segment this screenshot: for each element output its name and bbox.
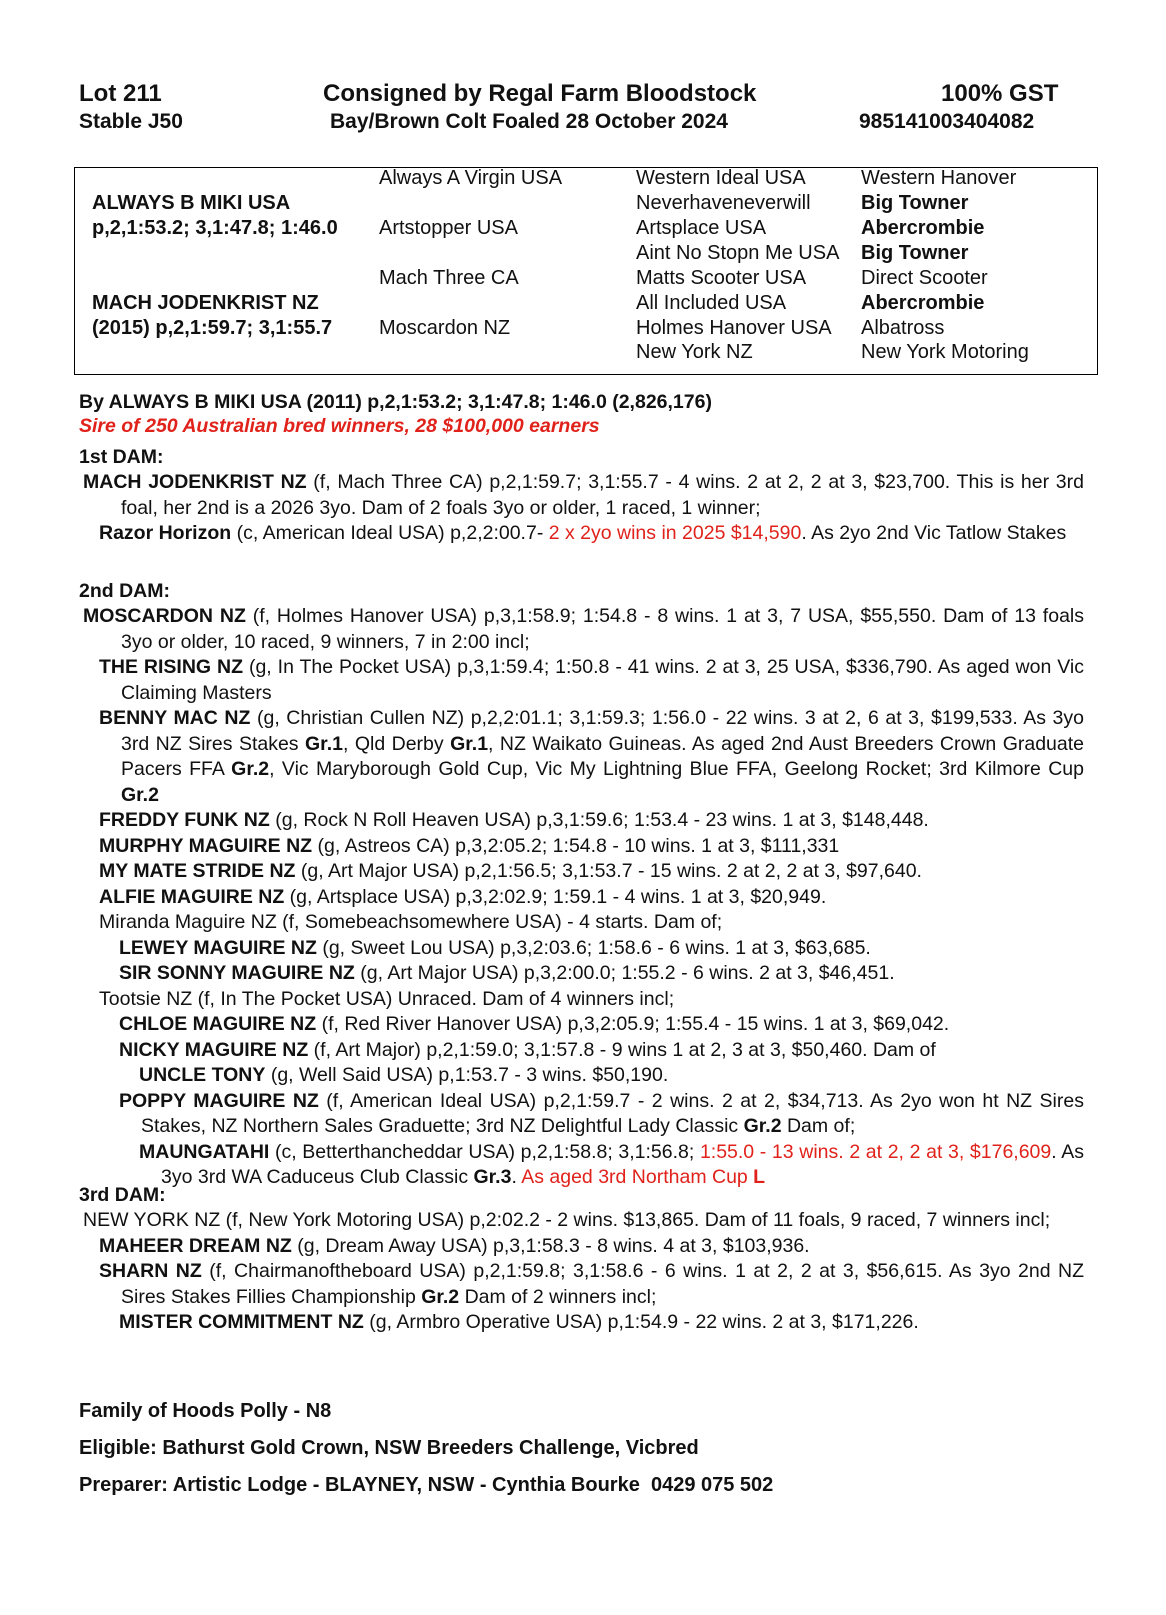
pedigree-gen4: Abercrombie [861, 292, 985, 314]
pedigree-dam-name: MACH JODENKRIST NZ [92, 292, 319, 314]
third-dam-heading: 3rd DAM: [79, 1184, 166, 1206]
progeny-entry: FREDDY FUNK NZ (g, Rock N Roll Heaven USA) p,3,1:59.6; 1:53.4 - 23 wins. 1 at 3, $148,448. [99, 809, 929, 831]
second-dam-heading: 2nd DAM: [79, 580, 170, 602]
pedigree-gen3: Neverhaveneverwill [636, 192, 811, 214]
eligible-line: Eligible: Bathurst Gold Crown, NSW Breeders Challenge, Vicbred [79, 1437, 699, 1459]
pedigree-gen3: Artsplace USA [636, 217, 767, 239]
pedigree-gen4: Big Towner [861, 242, 969, 264]
progeny-entry: UNCLE TONY (g, Well Said USA) p,1:53.7 - 3 wins. $50,190. [139, 1064, 669, 1086]
pedigree-gen3: Matts Scooter USA [636, 267, 807, 289]
preparer-line: Preparer: Artistic Lodge - BLAYNEY, NSW - Cynthia Bourke 0429 075 502 [79, 1474, 774, 1496]
pedigree-gen4: Albatross [861, 317, 945, 339]
sire-summary: By ALWAYS B MIKI USA (2011) p,2,1:53.2; 3,1:47.8; 1:46.0 (2,826,176) [79, 391, 712, 413]
progeny-entry: THE RISING NZ (g, In The Pocket USA) p,3,1:59.4; 1:50.8 - 41 wins. 2 at 3, 25 USA, $336,790. As aged won Vic Claiming Masters [99, 656, 1084, 704]
microchip-number: 985141003404082 [859, 110, 1035, 133]
progeny-entry: LEWEY MAGUIRE NZ (g, Sweet Lou USA) p,3,2:03.6; 1:58.6 - 6 wins. 1 at 3, $63,685. [119, 936, 871, 959]
horse-description: Bay/Brown Colt Foaled 28 October 2024 [330, 110, 728, 133]
first-dam-section [79, 470, 1084, 547]
progeny-entry: SIR SONNY MAGUIRE NZ (g, Art Major USA) p,3,2:00.0; 1:55.2 - 6 wins. 2 at 3, $46,451. [119, 962, 895, 984]
progeny-entry: Miranda Maguire NZ (f, Somebeachsomewhere USA) - 4 starts. Dam of; [99, 911, 723, 933]
progeny-entry: MAUNGATAHI (c, Betterthancheddar USA) p,2,1:58.8; 3,1:56.8; 1:55.0 - 13 wins. 2 at 2, 2 at 3, $176,609. As 3yo 3rd WA Caduceus Club Classic Gr.3. As aged 3rd Northam Cup L [139, 1140, 1084, 1188]
family-line: Family of Hoods Polly - N8 [79, 1400, 332, 1422]
pedigree-sire-record: p,2,1:53.2; 3,1:47.8; 1:46.0 [92, 217, 338, 239]
pedigree-gen3: Aint No Stopn Me USA [636, 242, 840, 264]
pedigree-table [74, 167, 1098, 375]
pedigree-gen3: All Included USA [636, 292, 787, 314]
pedigree-gen3: New York NZ [636, 341, 753, 363]
consigner: Consigned by Regal Farm Bloodstock [323, 80, 757, 107]
lot-number: Lot 211 [79, 80, 162, 107]
progeny-entry: ALFIE MAGUIRE NZ (g, Artsplace USA) p,3,2:02.9; 1:59.1 - 4 wins. 1 at 3, $20,949. [99, 885, 827, 908]
pedigree-gen4: Western Hanover [861, 167, 1017, 189]
progeny-entry: Tootsie NZ (f, In The Pocket USA) Unraced. Dam of 4 winners incl; [99, 987, 675, 1010]
gst-status: 100% GST [941, 80, 1059, 107]
dam-entry: MACH JODENKRIST NZ (f, Mach Three CA) p,2,1:59.7; 3,1:55.7 - 4 wins. 2 at 2, 2 at 3, $23,700. This is her 3rd foal, her 2nd is a 2026 3yo. Dam of 2 foals 3yo or older, 1 raced, 1 winner; [83, 471, 1084, 519]
pedigree-gen2: Artstopper USA [379, 217, 518, 239]
progeny-entry: MURPHY MAGUIRE NZ (g, Astreos CA) p,3,2:05.2; 1:54.8 - 10 wins. 1 at 3, $111,331 [99, 834, 840, 857]
pedigree-gen4: Big Towner [861, 192, 969, 214]
dam-entry: MOSCARDON NZ (f, Holmes Hanover USA) p,3,1:58.9; 1:54.8 - 8 wins. 1 at 3, 7 USA, $55,550. Dam of 13 foals 3yo or older, 10 raced, 9 winners, 7 in 2:00 incl; [83, 605, 1084, 653]
progeny-entry: MY MATE STRIDE NZ (g, Art Major USA) p,2,1:56.5; 3,1:53.7 - 15 wins. 2 at 2, 2 at 3, $97,640. [99, 860, 922, 882]
pedigree-gen3: Holmes Hanover USA [636, 317, 832, 339]
progeny-entry: NICKY MAGUIRE NZ (f, Art Major) p,2,1:59.0; 3,1:57.8 - 9 wins 1 at 2, 3 at 3, $50,460. Dam of [119, 1038, 936, 1061]
progeny-entry: SHARN NZ (f, Chairmanoftheboard USA) p,2,1:59.8; 3,1:58.6 - 6 wins. 1 at 2, 2 at 3, $56,615. As 3yo 2nd NZ Sires Stakes Fillies Championship Gr.2 Dam of 2 winners incl; [99, 1260, 1085, 1308]
third-dam-section [79, 1208, 1084, 1336]
pedigree-gen2: Mach Three CA [379, 267, 519, 289]
progeny-entry: Razor Horizon (c, American Ideal USA) p,2,2:00.7- 2 x 2yo wins in 2025 $14,590. As 2yo 2nd Vic Tatlow Stakes [99, 522, 1067, 544]
pedigree-dam-record: (2015) p,2,1:59.7; 3,1:55.7 [92, 317, 333, 339]
pedigree-gen2: Moscardon NZ [379, 317, 511, 339]
sire-highlight: Sire of 250 Australian bred winners, 28 $100,000 earners [79, 415, 600, 437]
progeny-entry: CHLOE MAGUIRE NZ (f, Red River Hanover USA) p,3,2:05.9; 1:55.4 - 15 wins. 1 at 3, $69,042. [119, 1013, 950, 1035]
pedigree-gen2: Always A Virgin USA [379, 167, 563, 189]
pedigree-gen4: Abercrombie [861, 217, 985, 239]
progeny-entry: MAHEER DREAM NZ (g, Dream Away USA) p,3,1:58.3 - 8 wins. 4 at 3, $103,936. [99, 1234, 810, 1257]
second-dam-section [79, 604, 1084, 1191]
pedigree-sire-name: ALWAYS B MIKI USA [92, 192, 291, 214]
pedigree-gen3: Western Ideal USA [636, 167, 806, 189]
progeny-entry: POPPY MAGUIRE NZ (f, American Ideal USA) p,2,1:59.7 - 2 wins. 2 at 2, $34,713. As 2yo won ht NZ Sires Stakes, NZ Northern Sales Graduette; 3rd NZ Delightful Lady Classic Gr.2 Dam of; [119, 1089, 1084, 1137]
dam-entry: NEW YORK NZ (f, New York Motoring USA) p,2:02.2 - 2 wins. $13,865. Dam of 11 foals, 9 raced, 7 winners incl; [83, 1209, 1051, 1231]
stable-number: Stable J50 [79, 110, 183, 133]
first-dam-heading: 1st DAM: [79, 446, 164, 468]
progeny-entry: MISTER COMMITMENT NZ (g, Armbro Operative USA) p,1:54.9 - 22 wins. 2 at 3, $171,226. [119, 1311, 919, 1333]
progeny-entry: BENNY MAC NZ (g, Christian Cullen NZ) p,2,2:01.1; 3,1:59.3; 1:56.0 - 22 wins. 3 at 2, 6 at 3, $199,533. As 3yo 3rd NZ Sires Stakes Gr.1, Qld Derby Gr.1, NZ Waikato Guineas. As aged 2nd Aust Breeders Crown Graduate Pacers FFA Gr.2, Vic Maryborough Gold Cup, Vic My Lightning Blue FFA, Geelong Rocket; 3rd Kilmore Cup Gr.2 [99, 707, 1084, 806]
pedigree-gen4: New York Motoring [861, 341, 1029, 363]
pedigree-gen4: Direct Scooter [861, 267, 988, 289]
